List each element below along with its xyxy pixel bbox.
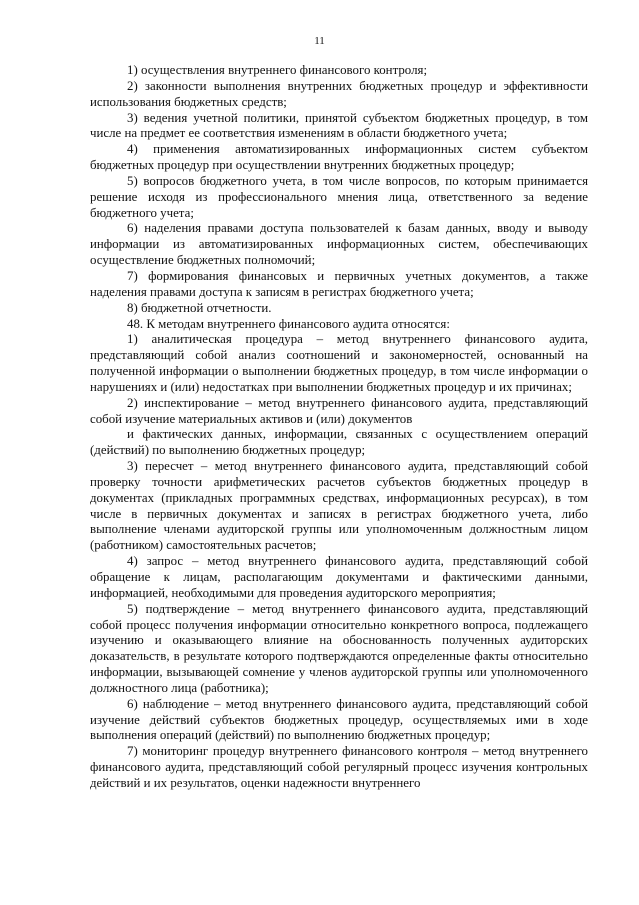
page-number: 11 [314,35,325,47]
paragraph: 7) формирования финансовых и первичных учетных документов, а также наделения правами доступа к записям в регистрах бюджетного учета; [90,268,588,299]
paragraph: 4) запрос – метод внутреннего финансового аудита, представляющий собой обращение к лицам, располагающим документами и фактическими данными, информацией, необходимыми для проведения аудиторского мероприятия; [90,554,588,600]
paragraph: 5) подтверждение – метод внутреннего финансового аудита, представляющий собой процесс получения информации относительно конкретного вопроса, подлежащего изучению и оказывающего влияние на обоснованность полученных аудиторских доказательств, в результате которого подтверждаются определенные факты относительно информации, вызывающей сомнение у членов аудиторской группы или уполномоченного должностного лица (работника); [90,601,588,695]
section-heading: 48. К методам внутреннего финансового аудита относятся: [127,316,450,331]
paragraph: 8) бюджетной отчетности. [127,300,272,315]
paragraph: 3) ведения учетной политики, принятой субъектом бюджетных процедур, в том числе на предмет ее соответствия изменениям в области бюджетного учета; [90,110,588,141]
paragraph: 6) наблюдение – метод внутреннего финансового аудита, представляющий собой изучение действий субъектов бюджетных процедур, осуществляемых ими в ходе выполнения операций (действий) по выполнению бюджетных процедур; [90,696,588,743]
paragraph: 3) пересчет – метод внутреннего финансового аудита, представляющий собой проверку точности арифметических расчетов субъектов бюджетных процедур в документах (прикладных программных средствах, информационных ресурсах), в том числе в первичных документах и записях в регистрах бюджетного учета, либо выполнение членами аудиторской группы или уполномоченным должностным лицом (работником) самостоятельных расчетов; [90,459,588,553]
paragraph: 4) применения автоматизированных информационных систем субъектом бюджетных процедур при осуществлении внутренних бюджетных процедур; [90,142,588,173]
body-text [90,63,588,792]
paragraph: 2) законности выполнения внутренних бюджетных процедур и эффективности использования бюджетных средств; [90,78,588,109]
paragraph: 1) аналитическая процедура – метод внутреннего финансового аудита, представляющий собой анализ соотношений и закономерностей, основанный на полученной информации о выполнении бюджетных процедур, в том числе информации о нарушениях и (или) недостатках при выполнении бюджетных процедур и их причинах; [90,332,588,394]
paragraph: 2) инспектирование – метод внутреннего финансового аудита, представляющий собой изучение материальных активов и (или) документов [90,395,588,426]
paragraph: 7) мониторинг процедур внутреннего финансового контроля – метод внутреннего финансового аудита, представляющий собой регулярный процесс изучения контрольных действий и их результатов, оценки надежности внутреннего [90,744,588,790]
paragraph: 1) осуществления внутреннего финансового контроля; [127,63,428,77]
paragraph: 5) вопросов бюджетного учета, в том числе вопросов, по которым принимается решение исходя из профессионального мнения лица, ответственного за ведение бюджетного учета; [90,173,588,220]
paragraph-continuation: и фактических данных, информации, связанных с осуществлением операций (действий) по выполнению бюджетных процедур; [90,427,588,458]
paragraph: 6) наделения правами доступа пользователей к базам данных, вводу и выводу информации из автоматизированных информационных систем, обеспечивающих осуществление бюджетных полномочий; [90,221,588,268]
